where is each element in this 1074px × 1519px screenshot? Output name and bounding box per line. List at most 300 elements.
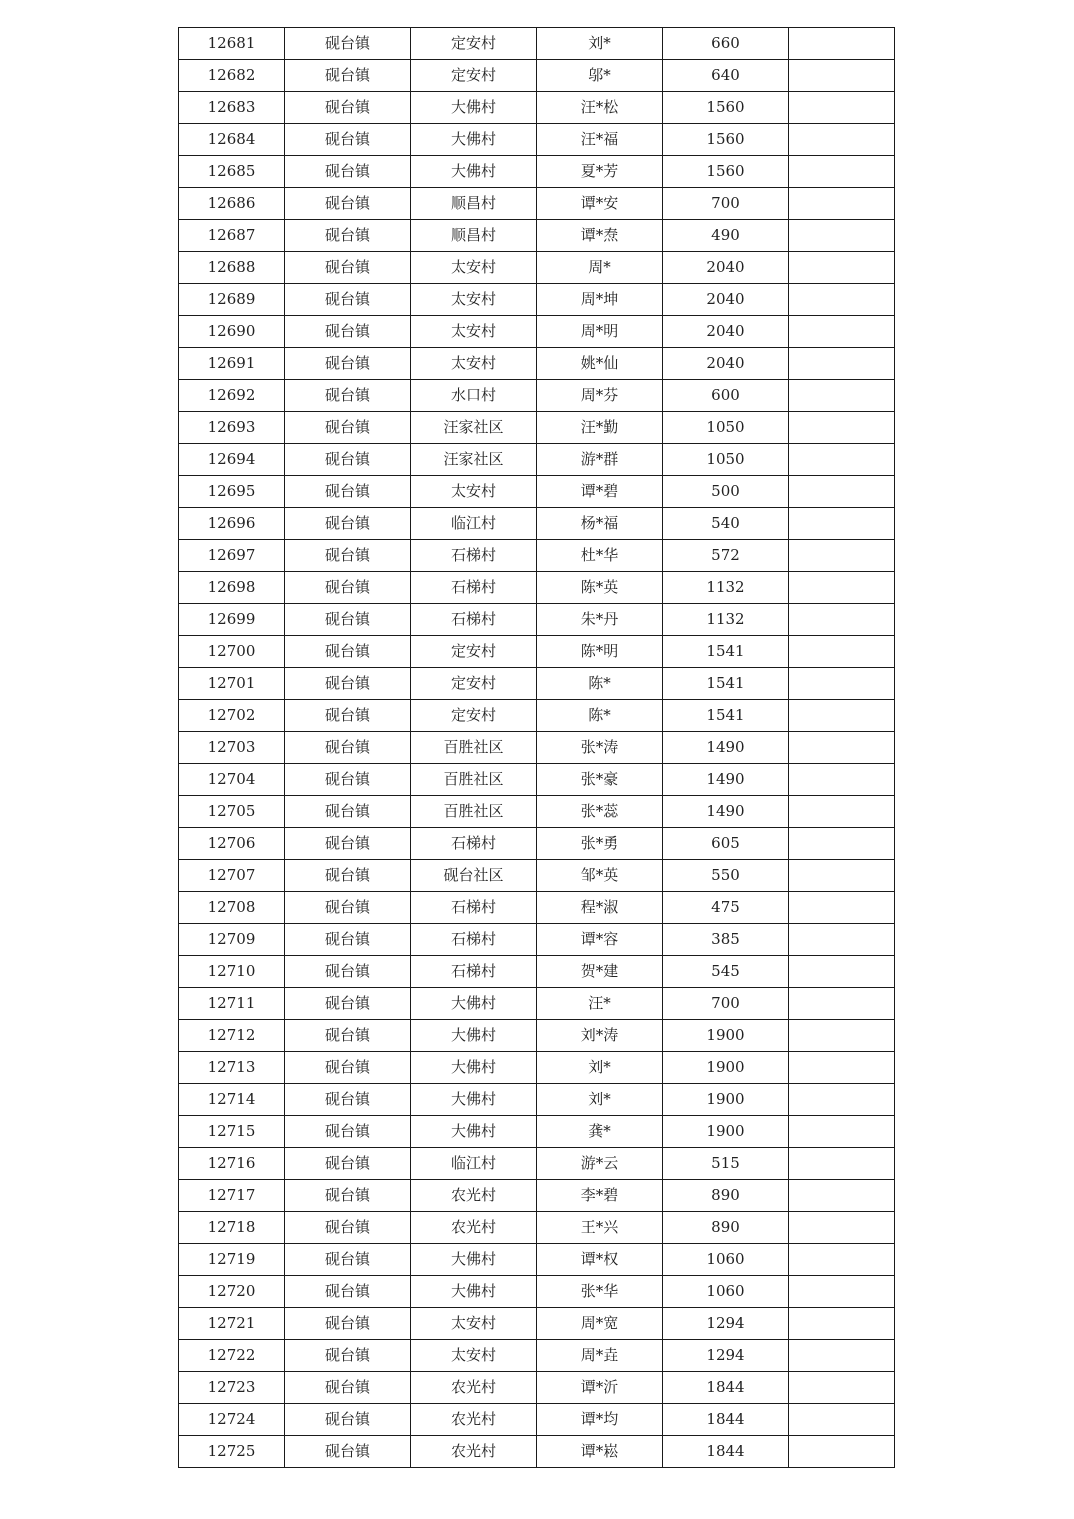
town-cell: 砚台镇 — [285, 444, 411, 476]
village-cell: 砚台社区 — [411, 860, 537, 892]
amount-cell: 890 — [663, 1180, 789, 1212]
village-cell: 农光村 — [411, 1212, 537, 1244]
name-cell: 谭*崧 — [537, 1436, 663, 1468]
note-cell — [789, 508, 895, 540]
town-cell: 砚台镇 — [285, 1308, 411, 1340]
table-row — [179, 156, 895, 188]
table-row — [179, 892, 895, 924]
name-cell: 陈* — [537, 668, 663, 700]
table-row — [179, 700, 895, 732]
amount-cell: 1132 — [663, 572, 789, 604]
town-cell: 砚台镇 — [285, 476, 411, 508]
note-cell — [789, 572, 895, 604]
village-cell: 太安村 — [411, 1308, 537, 1340]
village-cell: 大佛村 — [411, 1276, 537, 1308]
table-row — [179, 1308, 895, 1340]
name-cell: 陈*英 — [537, 572, 663, 604]
note-cell — [789, 1340, 895, 1372]
row-number-cell: 12708 — [179, 892, 285, 924]
amount-cell: 700 — [663, 988, 789, 1020]
name-cell: 陈* — [537, 700, 663, 732]
table-row — [179, 1436, 895, 1468]
amount-cell: 1490 — [663, 764, 789, 796]
note-cell — [789, 1244, 895, 1276]
town-cell: 砚台镇 — [285, 284, 411, 316]
note-cell — [789, 284, 895, 316]
table-row — [179, 764, 895, 796]
amount-cell: 1490 — [663, 732, 789, 764]
amount-cell: 2040 — [663, 348, 789, 380]
town-cell: 砚台镇 — [285, 572, 411, 604]
row-number-cell: 12706 — [179, 828, 285, 860]
table-row — [179, 284, 895, 316]
town-cell: 砚台镇 — [285, 860, 411, 892]
row-number-cell: 12710 — [179, 956, 285, 988]
amount-cell: 515 — [663, 1148, 789, 1180]
town-cell: 砚台镇 — [285, 1212, 411, 1244]
table-row — [179, 924, 895, 956]
table-row — [179, 1020, 895, 1052]
town-cell: 砚台镇 — [285, 1148, 411, 1180]
amount-cell: 600 — [663, 380, 789, 412]
note-cell — [789, 956, 895, 988]
row-number-cell: 12684 — [179, 124, 285, 156]
name-cell: 游*云 — [537, 1148, 663, 1180]
village-cell: 农光村 — [411, 1436, 537, 1468]
town-cell: 砚台镇 — [285, 412, 411, 444]
town-cell: 砚台镇 — [285, 1276, 411, 1308]
row-number-cell: 12687 — [179, 220, 285, 252]
village-cell: 农光村 — [411, 1180, 537, 1212]
table-row — [179, 220, 895, 252]
table-row — [179, 732, 895, 764]
note-cell — [789, 1180, 895, 1212]
town-cell: 砚台镇 — [285, 508, 411, 540]
village-cell: 定安村 — [411, 668, 537, 700]
row-number-cell: 12714 — [179, 1084, 285, 1116]
amount-cell: 385 — [663, 924, 789, 956]
table-row — [179, 444, 895, 476]
row-number-cell: 12690 — [179, 316, 285, 348]
village-cell: 汪家社区 — [411, 444, 537, 476]
table-row — [179, 508, 895, 540]
amount-cell: 545 — [663, 956, 789, 988]
name-cell: 姚*仙 — [537, 348, 663, 380]
village-cell: 大佛村 — [411, 1084, 537, 1116]
name-cell: 邬* — [537, 60, 663, 92]
amount-cell: 2040 — [663, 252, 789, 284]
town-cell: 砚台镇 — [285, 988, 411, 1020]
village-cell: 定安村 — [411, 28, 537, 60]
table-row — [179, 1212, 895, 1244]
town-cell: 砚台镇 — [285, 604, 411, 636]
note-cell — [789, 540, 895, 572]
town-cell: 砚台镇 — [285, 28, 411, 60]
note-cell — [789, 1372, 895, 1404]
village-cell: 石梯村 — [411, 604, 537, 636]
name-cell: 邹*英 — [537, 860, 663, 892]
name-cell: 汪*福 — [537, 124, 663, 156]
table-row — [179, 348, 895, 380]
village-cell: 石梯村 — [411, 924, 537, 956]
row-number-cell: 12704 — [179, 764, 285, 796]
note-cell — [789, 348, 895, 380]
table-row — [179, 572, 895, 604]
table-row — [179, 1372, 895, 1404]
town-cell: 砚台镇 — [285, 764, 411, 796]
village-cell: 太安村 — [411, 1340, 537, 1372]
name-cell: 刘* — [537, 28, 663, 60]
amount-cell: 500 — [663, 476, 789, 508]
amount-cell: 1541 — [663, 636, 789, 668]
row-number-cell: 12722 — [179, 1340, 285, 1372]
row-number-cell: 12718 — [179, 1212, 285, 1244]
table-row — [179, 60, 895, 92]
amount-cell: 700 — [663, 188, 789, 220]
row-number-cell: 12682 — [179, 60, 285, 92]
name-cell: 周*明 — [537, 316, 663, 348]
name-cell: 谭*容 — [537, 924, 663, 956]
table-row — [179, 860, 895, 892]
row-number-cell: 12689 — [179, 284, 285, 316]
village-cell: 石梯村 — [411, 540, 537, 572]
note-cell — [789, 60, 895, 92]
note-cell — [789, 1436, 895, 1468]
amount-cell: 550 — [663, 860, 789, 892]
town-cell: 砚台镇 — [285, 92, 411, 124]
note-cell — [789, 636, 895, 668]
name-cell: 谭*均 — [537, 1404, 663, 1436]
row-number-cell: 12709 — [179, 924, 285, 956]
amount-cell: 1560 — [663, 92, 789, 124]
name-cell: 周*宽 — [537, 1308, 663, 1340]
row-number-cell: 12701 — [179, 668, 285, 700]
amount-cell: 1900 — [663, 1020, 789, 1052]
town-cell: 砚台镇 — [285, 188, 411, 220]
name-cell: 周*垚 — [537, 1340, 663, 1372]
village-cell: 大佛村 — [411, 1244, 537, 1276]
row-number-cell: 12697 — [179, 540, 285, 572]
name-cell: 朱*丹 — [537, 604, 663, 636]
village-cell: 顺昌村 — [411, 188, 537, 220]
row-number-cell: 12723 — [179, 1372, 285, 1404]
table-row — [179, 1148, 895, 1180]
village-cell: 水口村 — [411, 380, 537, 412]
table-row — [179, 668, 895, 700]
village-cell: 临江村 — [411, 1148, 537, 1180]
amount-cell: 1294 — [663, 1308, 789, 1340]
row-number-cell: 12698 — [179, 572, 285, 604]
table-row — [179, 1276, 895, 1308]
name-cell: 周*芬 — [537, 380, 663, 412]
table-row — [179, 412, 895, 444]
village-cell: 大佛村 — [411, 1116, 537, 1148]
row-number-cell: 12683 — [179, 92, 285, 124]
row-number-cell: 12700 — [179, 636, 285, 668]
row-number-cell: 12695 — [179, 476, 285, 508]
row-number-cell: 12712 — [179, 1020, 285, 1052]
village-cell: 定安村 — [411, 700, 537, 732]
note-cell — [789, 220, 895, 252]
name-cell: 谭*碧 — [537, 476, 663, 508]
village-cell: 汪家社区 — [411, 412, 537, 444]
table-row — [179, 316, 895, 348]
amount-cell: 1844 — [663, 1372, 789, 1404]
town-cell: 砚台镇 — [285, 668, 411, 700]
name-cell: 张*勇 — [537, 828, 663, 860]
row-number-cell: 12685 — [179, 156, 285, 188]
town-cell: 砚台镇 — [285, 956, 411, 988]
table-row — [179, 1116, 895, 1148]
name-cell: 周* — [537, 252, 663, 284]
row-number-cell: 12719 — [179, 1244, 285, 1276]
name-cell: 汪*松 — [537, 92, 663, 124]
table-row — [179, 1340, 895, 1372]
note-cell — [789, 476, 895, 508]
table-row — [179, 1180, 895, 1212]
table-row — [179, 1084, 895, 1116]
note-cell — [789, 1404, 895, 1436]
name-cell: 张*豪 — [537, 764, 663, 796]
town-cell: 砚台镇 — [285, 636, 411, 668]
table-row — [179, 124, 895, 156]
row-number-cell: 12688 — [179, 252, 285, 284]
town-cell: 砚台镇 — [285, 1372, 411, 1404]
town-cell: 砚台镇 — [285, 1180, 411, 1212]
note-cell — [789, 380, 895, 412]
note-cell — [789, 860, 895, 892]
amount-cell: 572 — [663, 540, 789, 572]
table-row — [179, 1404, 895, 1436]
village-cell: 大佛村 — [411, 124, 537, 156]
village-cell: 太安村 — [411, 316, 537, 348]
village-cell: 石梯村 — [411, 956, 537, 988]
village-cell: 百胜社区 — [411, 796, 537, 828]
town-cell: 砚台镇 — [285, 796, 411, 828]
name-cell: 谭*焘 — [537, 220, 663, 252]
row-number-cell: 12691 — [179, 348, 285, 380]
table-row — [179, 476, 895, 508]
town-cell: 砚台镇 — [285, 1084, 411, 1116]
amount-cell: 1900 — [663, 1116, 789, 1148]
note-cell — [789, 92, 895, 124]
note-cell — [789, 1276, 895, 1308]
town-cell: 砚台镇 — [285, 1020, 411, 1052]
village-cell: 太安村 — [411, 284, 537, 316]
note-cell — [789, 1052, 895, 1084]
row-number-cell: 12720 — [179, 1276, 285, 1308]
amount-cell: 660 — [663, 28, 789, 60]
amount-cell: 1844 — [663, 1404, 789, 1436]
town-cell: 砚台镇 — [285, 1436, 411, 1468]
name-cell: 刘* — [537, 1052, 663, 1084]
note-cell — [789, 700, 895, 732]
subsidy-list-table — [178, 27, 895, 1468]
village-cell: 定安村 — [411, 636, 537, 668]
amount-cell: 2040 — [663, 284, 789, 316]
row-number-cell: 12715 — [179, 1116, 285, 1148]
note-cell — [789, 796, 895, 828]
table-row — [179, 828, 895, 860]
name-cell: 杜*华 — [537, 540, 663, 572]
amount-cell: 490 — [663, 220, 789, 252]
note-cell — [789, 828, 895, 860]
village-cell: 大佛村 — [411, 92, 537, 124]
name-cell: 刘* — [537, 1084, 663, 1116]
row-number-cell: 12717 — [179, 1180, 285, 1212]
note-cell — [789, 444, 895, 476]
row-number-cell: 12716 — [179, 1148, 285, 1180]
note-cell — [789, 412, 895, 444]
amount-cell: 1560 — [663, 124, 789, 156]
name-cell: 王*兴 — [537, 1212, 663, 1244]
row-number-cell: 12696 — [179, 508, 285, 540]
amount-cell: 1541 — [663, 700, 789, 732]
row-number-cell: 12681 — [179, 28, 285, 60]
town-cell: 砚台镇 — [285, 700, 411, 732]
note-cell — [789, 1148, 895, 1180]
row-number-cell: 12724 — [179, 1404, 285, 1436]
name-cell: 程*淑 — [537, 892, 663, 924]
amount-cell: 1132 — [663, 604, 789, 636]
amount-cell: 540 — [663, 508, 789, 540]
name-cell: 谭*沂 — [537, 1372, 663, 1404]
note-cell — [789, 988, 895, 1020]
table-row — [179, 1244, 895, 1276]
note-cell — [789, 764, 895, 796]
amount-cell: 1050 — [663, 444, 789, 476]
village-cell: 大佛村 — [411, 1020, 537, 1052]
row-number-cell: 12721 — [179, 1308, 285, 1340]
town-cell: 砚台镇 — [285, 316, 411, 348]
note-cell — [789, 1116, 895, 1148]
town-cell: 砚台镇 — [285, 540, 411, 572]
row-number-cell: 12702 — [179, 700, 285, 732]
table-row — [179, 1052, 895, 1084]
amount-cell: 1490 — [663, 796, 789, 828]
town-cell: 砚台镇 — [285, 892, 411, 924]
town-cell: 砚台镇 — [285, 348, 411, 380]
town-cell: 砚台镇 — [285, 732, 411, 764]
note-cell — [789, 924, 895, 956]
village-cell: 大佛村 — [411, 988, 537, 1020]
village-cell: 大佛村 — [411, 1052, 537, 1084]
amount-cell: 1060 — [663, 1276, 789, 1308]
village-cell: 百胜社区 — [411, 764, 537, 796]
name-cell: 张*华 — [537, 1276, 663, 1308]
name-cell: 游*群 — [537, 444, 663, 476]
note-cell — [789, 1212, 895, 1244]
village-cell: 石梯村 — [411, 828, 537, 860]
amount-cell: 2040 — [663, 316, 789, 348]
town-cell: 砚台镇 — [285, 1340, 411, 1372]
village-cell: 太安村 — [411, 476, 537, 508]
name-cell: 谭*权 — [537, 1244, 663, 1276]
table-row — [179, 988, 895, 1020]
note-cell — [789, 252, 895, 284]
table-row — [179, 92, 895, 124]
row-number-cell: 12693 — [179, 412, 285, 444]
note-cell — [789, 188, 895, 220]
name-cell: 李*碧 — [537, 1180, 663, 1212]
town-cell: 砚台镇 — [285, 828, 411, 860]
table-row — [179, 796, 895, 828]
amount-cell: 1294 — [663, 1340, 789, 1372]
table-body — [179, 28, 895, 1468]
table-row — [179, 188, 895, 220]
amount-cell: 605 — [663, 828, 789, 860]
note-cell — [789, 1308, 895, 1340]
village-cell: 太安村 — [411, 252, 537, 284]
table-row — [179, 252, 895, 284]
amount-cell: 1560 — [663, 156, 789, 188]
name-cell: 龚* — [537, 1116, 663, 1148]
village-cell: 百胜社区 — [411, 732, 537, 764]
note-cell — [789, 124, 895, 156]
table-row — [179, 380, 895, 412]
name-cell: 夏*芳 — [537, 156, 663, 188]
row-number-cell: 12694 — [179, 444, 285, 476]
village-cell: 太安村 — [411, 348, 537, 380]
table-row — [179, 956, 895, 988]
town-cell: 砚台镇 — [285, 124, 411, 156]
town-cell: 砚台镇 — [285, 1404, 411, 1436]
village-cell: 石梯村 — [411, 892, 537, 924]
row-number-cell: 12713 — [179, 1052, 285, 1084]
amount-cell: 1844 — [663, 1436, 789, 1468]
town-cell: 砚台镇 — [285, 380, 411, 412]
name-cell: 杨*福 — [537, 508, 663, 540]
name-cell: 汪*勤 — [537, 412, 663, 444]
name-cell: 周*坤 — [537, 284, 663, 316]
name-cell: 刘*涛 — [537, 1020, 663, 1052]
name-cell: 贺*建 — [537, 956, 663, 988]
town-cell: 砚台镇 — [285, 156, 411, 188]
village-cell: 石梯村 — [411, 572, 537, 604]
amount-cell: 1900 — [663, 1052, 789, 1084]
amount-cell: 890 — [663, 1212, 789, 1244]
town-cell: 砚台镇 — [285, 220, 411, 252]
note-cell — [789, 732, 895, 764]
table-row — [179, 604, 895, 636]
village-cell: 顺昌村 — [411, 220, 537, 252]
row-number-cell: 12686 — [179, 188, 285, 220]
town-cell: 砚台镇 — [285, 924, 411, 956]
name-cell: 张*涛 — [537, 732, 663, 764]
town-cell: 砚台镇 — [285, 1052, 411, 1084]
town-cell: 砚台镇 — [285, 60, 411, 92]
village-cell: 临江村 — [411, 508, 537, 540]
town-cell: 砚台镇 — [285, 1116, 411, 1148]
town-cell: 砚台镇 — [285, 252, 411, 284]
amount-cell: 1900 — [663, 1084, 789, 1116]
amount-cell: 1541 — [663, 668, 789, 700]
note-cell — [789, 156, 895, 188]
table-row — [179, 28, 895, 60]
subsidy-list-table-wrapper — [178, 27, 894, 1468]
note-cell — [789, 1084, 895, 1116]
village-cell: 农光村 — [411, 1372, 537, 1404]
note-cell — [789, 892, 895, 924]
table-row — [179, 540, 895, 572]
note-cell — [789, 604, 895, 636]
amount-cell: 640 — [663, 60, 789, 92]
row-number-cell: 12725 — [179, 1436, 285, 1468]
name-cell: 汪* — [537, 988, 663, 1020]
row-number-cell: 12692 — [179, 380, 285, 412]
row-number-cell: 12699 — [179, 604, 285, 636]
row-number-cell: 12707 — [179, 860, 285, 892]
